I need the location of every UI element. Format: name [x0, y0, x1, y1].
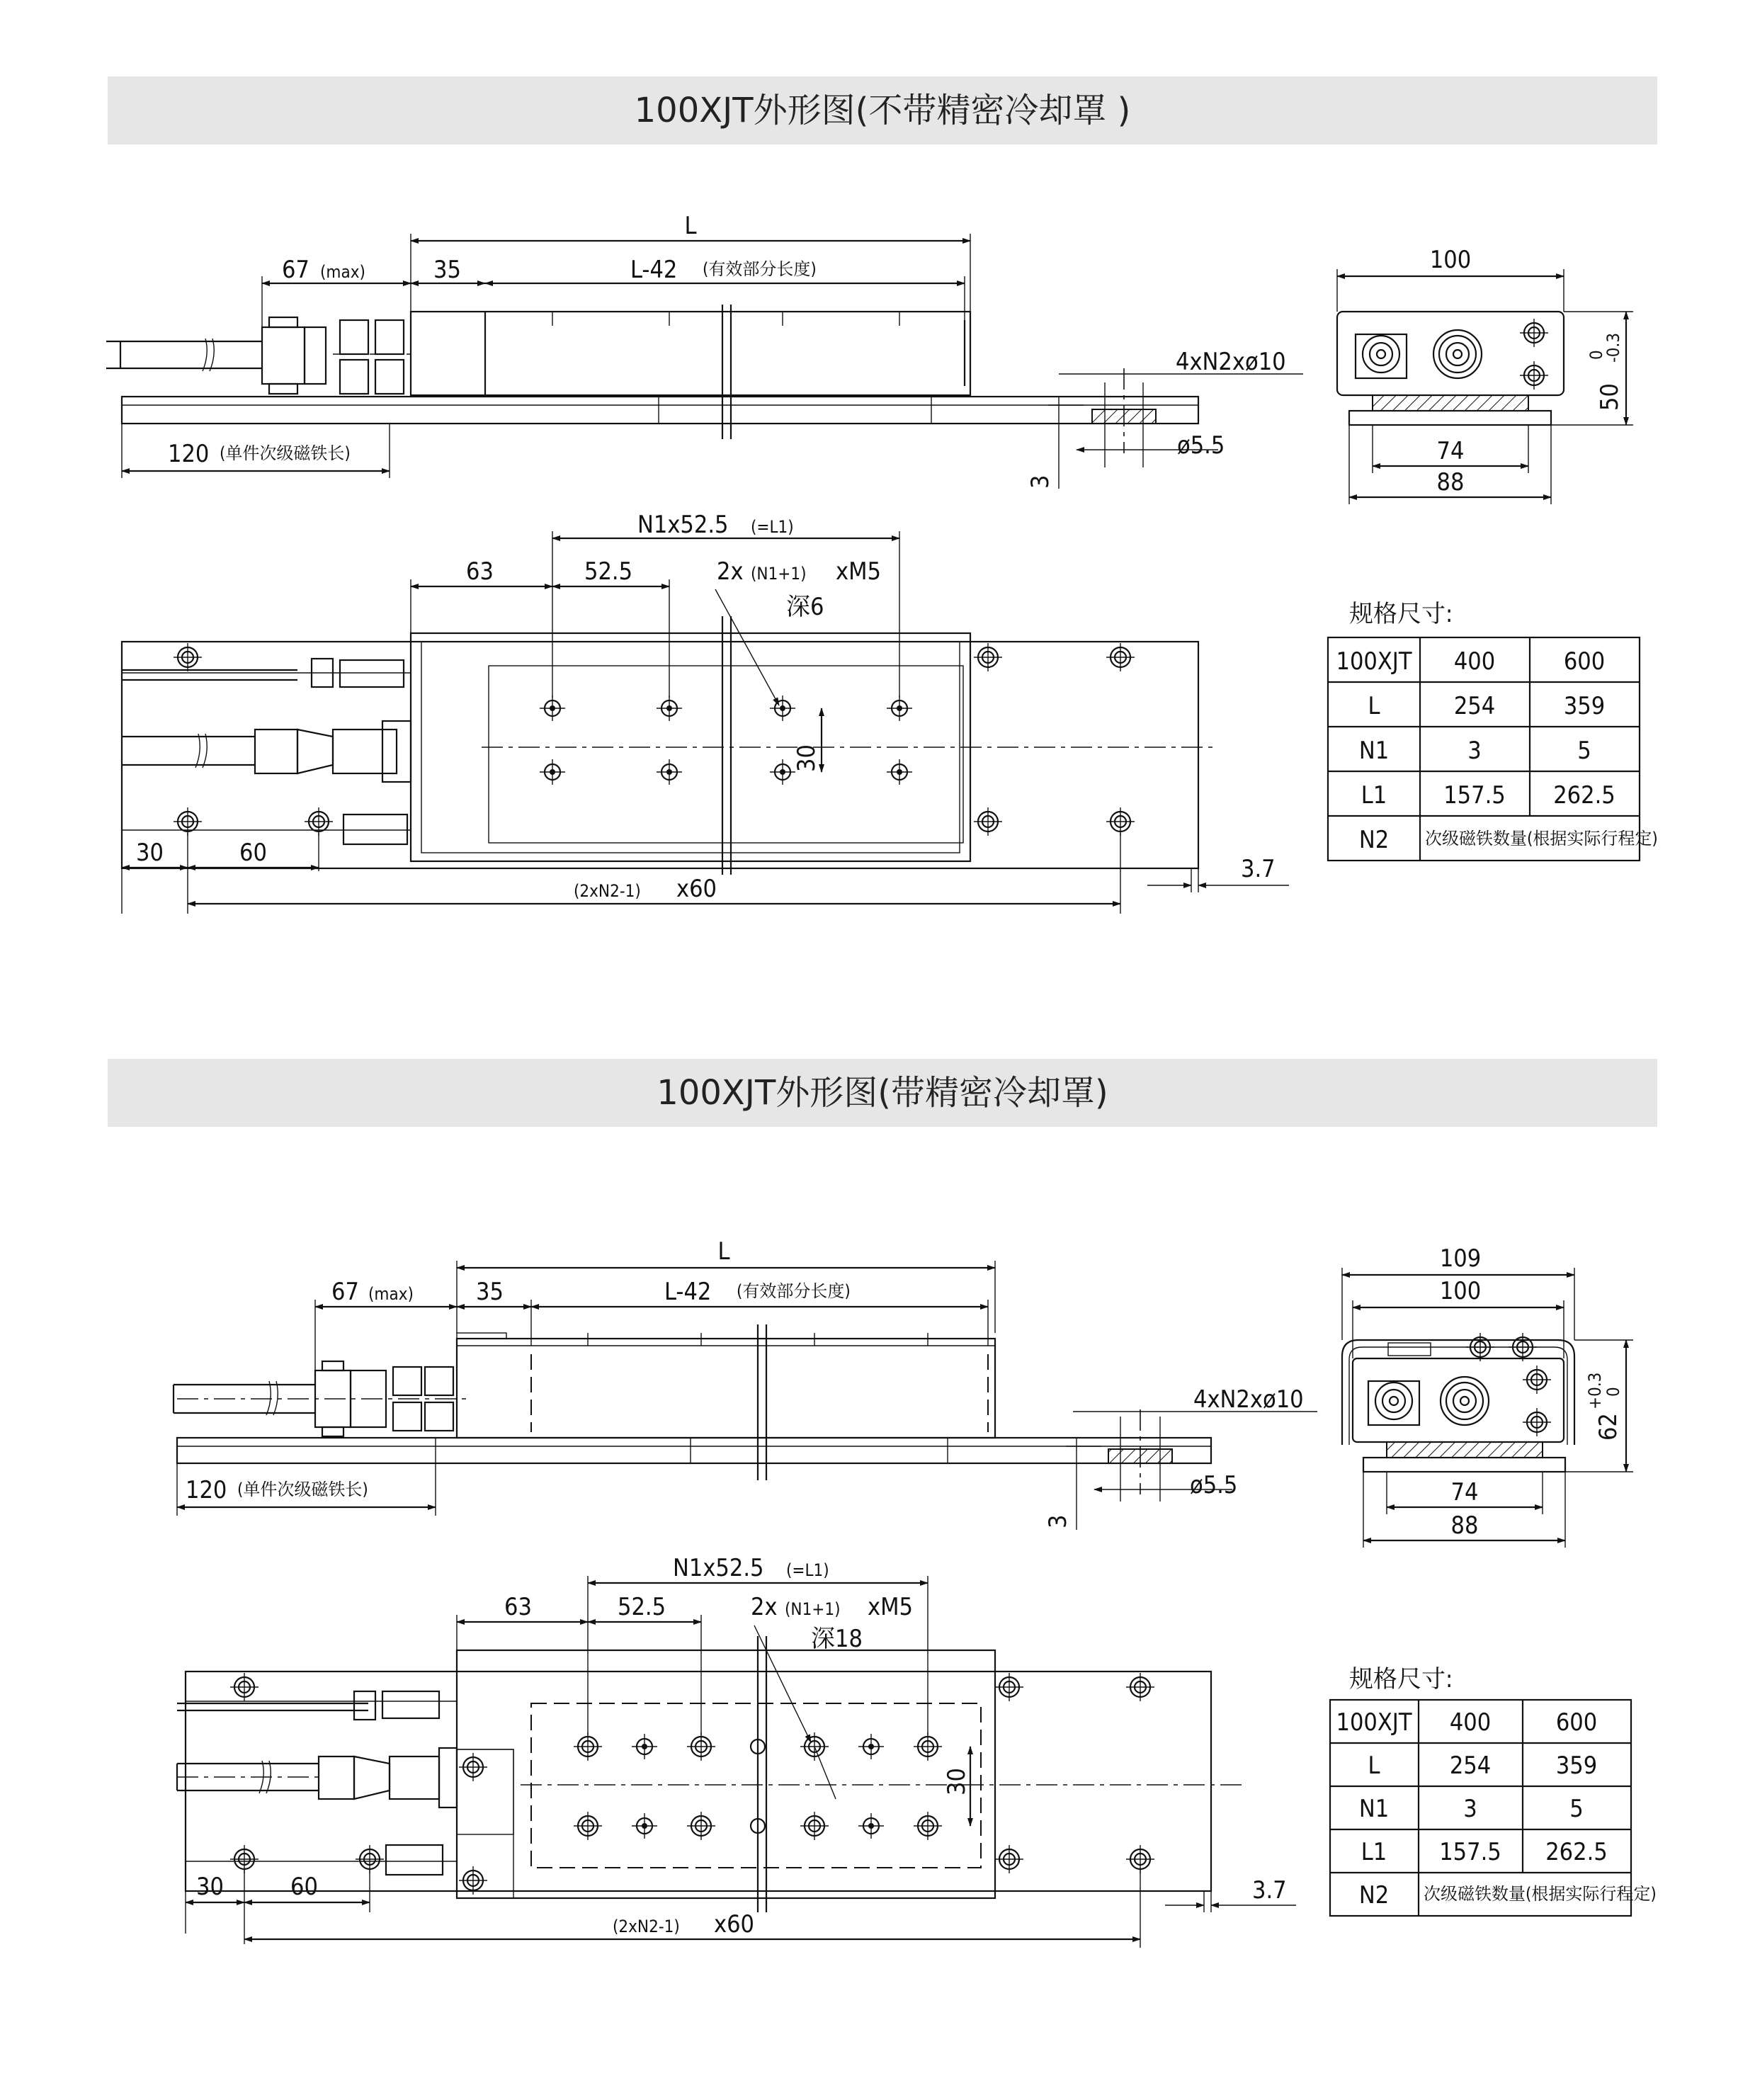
spec1-h1: 400	[1453, 647, 1496, 676]
top1-span2: x60	[676, 875, 717, 903]
end2-w109: 109	[1439, 1244, 1482, 1273]
top1-52: 52.5	[584, 557, 633, 586]
spec2-n2: N2	[1358, 1881, 1390, 1909]
side2-L42: L-42	[664, 1278, 712, 1306]
spec2-r1c0: N1	[1358, 1795, 1390, 1823]
top2-30: 30	[196, 1873, 224, 1901]
end1-tol: 0	[1586, 350, 1606, 360]
spec2-r0c1: 254	[1449, 1752, 1492, 1780]
side-view-1	[106, 212, 1303, 489]
spec2-h0: 100XJT	[1336, 1708, 1412, 1737]
spec2-r0c0: L	[1368, 1752, 1380, 1780]
end2-h62: 62	[1594, 1413, 1623, 1441]
top2-37: 3.7	[1252, 1876, 1287, 1905]
end-view-2	[1342, 1244, 1633, 1548]
spec1-h0: 100XJT	[1336, 647, 1412, 676]
spec2-h2: 600	[1555, 1708, 1598, 1737]
side2-67-note: (max)	[368, 1284, 414, 1304]
top2-63: 63	[504, 1593, 532, 1621]
top1-tap: 2x	[717, 557, 744, 586]
spec1-r0c0: L	[1368, 692, 1380, 720]
spec1-n2-note: 次级磁铁数量(根据实际行程定)	[1425, 829, 1658, 848]
dim-67-note: (max)	[320, 262, 365, 282]
spec-table-1	[1328, 600, 1658, 861]
spec1-h2: 600	[1563, 647, 1606, 676]
dim-phi: ø5.5	[1177, 431, 1225, 460]
side2-L: L	[717, 1237, 730, 1266]
spec-table-2	[1330, 1665, 1657, 1916]
top-view-2	[177, 1554, 1296, 1948]
side2-phi: ø5.5	[1190, 1471, 1238, 1499]
top1-span: (2xN2-1)	[574, 881, 641, 901]
top1-pitch: N1x52.5	[637, 511, 729, 539]
dim-120-note: (单件次级磁铁长)	[220, 443, 351, 463]
dim-3: 3	[1026, 475, 1055, 489]
spec2-r1c2: 5	[1569, 1795, 1584, 1823]
spec1-r1c0: N1	[1358, 737, 1390, 765]
top1-30: 30	[136, 839, 164, 867]
top1-60: 60	[239, 839, 267, 867]
top2-30v: 30	[943, 1768, 971, 1795]
spec2-n2-note: 次级磁铁数量(根据实际行程定)	[1424, 1884, 1657, 1904]
dim-holes: 4xN2xø10	[1176, 348, 1286, 376]
spec1-r1c2: 5	[1577, 737, 1591, 765]
end2-tol: +0.3	[1585, 1372, 1605, 1409]
spec2-r2c0: L1	[1361, 1838, 1387, 1866]
end2-tol2: 0	[1603, 1387, 1623, 1397]
top2-tap3: xM5	[868, 1593, 913, 1621]
side2-3: 3	[1044, 1514, 1072, 1528]
end1-h50: 50	[1596, 383, 1624, 411]
dim-67: 67	[282, 256, 309, 284]
end2-w88: 88	[1450, 1511, 1479, 1540]
spec1-n2: N2	[1358, 826, 1390, 854]
side2-120: 120	[186, 1476, 227, 1504]
side2-67: 67	[331, 1278, 359, 1306]
top2-tap: 2x	[751, 1593, 778, 1621]
top2-span2: x60	[714, 1910, 755, 1939]
spec1-r2c2: 262.5	[1553, 781, 1615, 810]
spec1-r0c1: 254	[1453, 692, 1496, 720]
side2-holes: 4xN2xø10	[1193, 1385, 1304, 1414]
spec1-r1c1: 3	[1467, 737, 1482, 765]
top2-52: 52.5	[618, 1593, 666, 1621]
dim-L42: L-42	[630, 256, 678, 284]
top2-60: 60	[290, 1873, 318, 1901]
dim-35: 35	[433, 256, 461, 284]
spec1-r0c2: 359	[1563, 692, 1606, 720]
spec1-caption: 规格尺寸:	[1349, 600, 1453, 628]
top1-63: 63	[466, 557, 494, 586]
top1-tap3: xM5	[836, 557, 881, 586]
top1-37: 3.7	[1241, 855, 1276, 883]
side2-35: 35	[476, 1278, 504, 1306]
end1-tol2: -0.3	[1603, 332, 1623, 363]
side-view-2	[174, 1237, 1317, 1530]
end1-w74: 74	[1436, 437, 1465, 465]
top1-pitch-eq: (=L1)	[751, 517, 794, 537]
end-view-1	[1337, 246, 1633, 504]
side2-120-note: (单件次级磁铁长)	[237, 1480, 368, 1499]
top2-pitch-eq: (=L1)	[786, 1560, 829, 1580]
end2-w100: 100	[1439, 1277, 1482, 1305]
top2-tap2: (N1+1)	[785, 1599, 841, 1619]
top1-tap2: (N1+1)	[751, 564, 807, 584]
section1-title: 100XJT外形图(不带精密冷却罩 )	[634, 91, 1131, 130]
spec2-r0c2: 359	[1555, 1752, 1598, 1780]
end2-w74: 74	[1450, 1478, 1479, 1506]
end1-w88: 88	[1436, 468, 1465, 496]
top2-pitch: N1x52.5	[673, 1554, 764, 1582]
top-view-1	[122, 511, 1289, 914]
dim-120: 120	[168, 440, 210, 468]
spec1-r2c0: L1	[1361, 781, 1387, 810]
spec2-r2c1: 157.5	[1439, 1838, 1501, 1866]
dim-L: L	[684, 212, 697, 240]
spec2-h1: 400	[1449, 1708, 1492, 1737]
section2-title: 100XJT外形图(带精密冷却罩)	[657, 1073, 1108, 1113]
top2-span: (2xN2-1)	[613, 1917, 680, 1936]
top1-depth: 深6	[786, 593, 824, 621]
top2-depth: 深18	[811, 1625, 863, 1653]
top1-30v: 30	[793, 744, 821, 772]
end1-w100: 100	[1429, 246, 1472, 274]
spec2-caption: 规格尺寸:	[1349, 1665, 1453, 1693]
spec2-r1c1: 3	[1463, 1795, 1477, 1823]
spec2-r2c2: 262.5	[1545, 1838, 1608, 1866]
side2-L42-note: (有效部分长度)	[737, 1281, 851, 1301]
dim-L42-note: (有效部分长度)	[703, 259, 817, 279]
spec1-r2c1: 157.5	[1443, 781, 1506, 810]
